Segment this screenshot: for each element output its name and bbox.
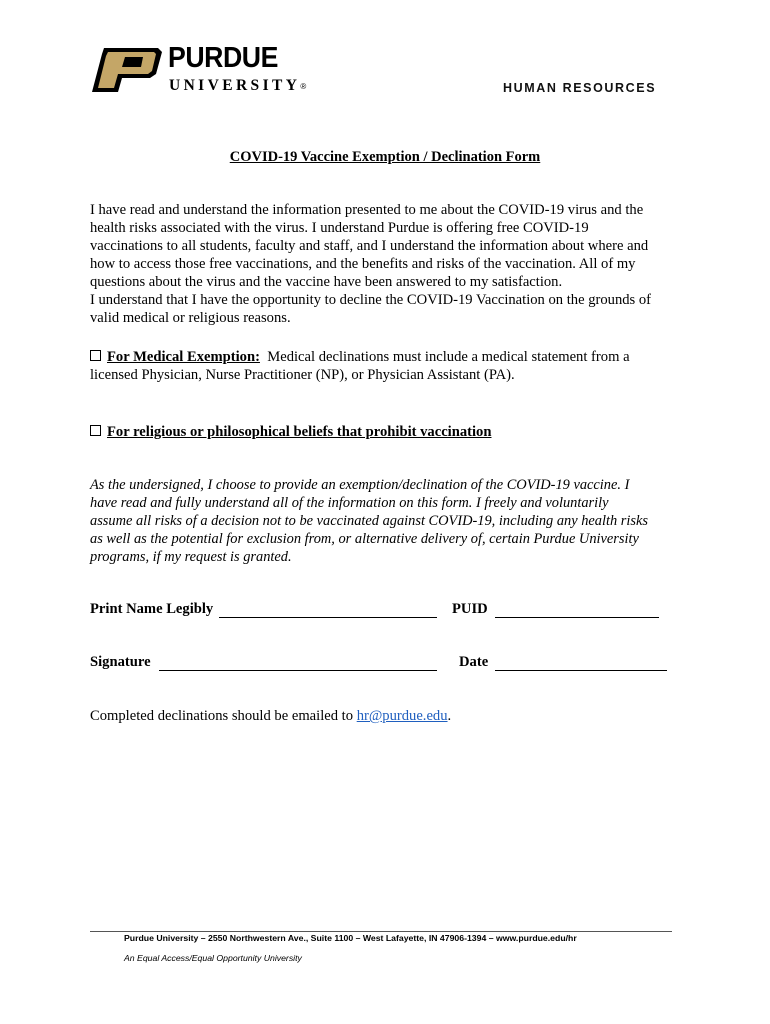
date-label: Date xyxy=(459,654,489,670)
footer-divider xyxy=(90,931,672,932)
hr-email-link[interactable]: hr@purdue.edu xyxy=(356,708,448,724)
statement-line: programs, if my request is granted. xyxy=(90,549,292,565)
submission-note xyxy=(90,708,451,725)
footer-address: Purdue University – 2550 Northwestern Ave., Suite 1100 – West Lafayette, IN 47906-1394 – www.purdue.edu/hr xyxy=(124,933,577,943)
print-name-field[interactable] xyxy=(219,617,437,618)
footer-equal-opportunity: An Equal Access/Equal Opportunity University xyxy=(124,953,302,963)
medical-exemption-option xyxy=(90,348,690,384)
submission-note-text: Completed declinations should be emailed to xyxy=(90,708,357,724)
date-field[interactable] xyxy=(495,670,667,671)
intro-line: vaccinations to all students, faculty and staff, and I understand the information about where and xyxy=(90,238,649,254)
intro-line: how to access those free vaccinations, and the benefits and risks of the vaccination. All of my xyxy=(90,256,636,272)
statement-line: As the undersigned, I choose to provide an exemption/declination of the COVID-19 vaccine. I xyxy=(90,477,630,493)
intro-line: valid medical or religious reasons. xyxy=(90,310,291,326)
submission-note-end: . xyxy=(447,708,452,724)
signature-field[interactable] xyxy=(159,670,437,671)
purdue-logo xyxy=(92,42,307,96)
declination-statement xyxy=(90,476,690,566)
statement-line: assume all risks of a decision not to be vaccinated against COVID-19, including any health risks xyxy=(90,513,648,529)
religious-exemption-option xyxy=(90,423,690,441)
logo-registered-mark: ® xyxy=(300,82,307,91)
statement-line: have read and fully understand all of the information on this form. I freely and voluntarily xyxy=(90,495,609,511)
statement-line: as well as the potential for exclusion from, or alternative delivery of, certain Purdue University xyxy=(90,531,639,547)
medical-exemption-label: For Medical Exemption: xyxy=(107,349,260,365)
form-title: COVID-19 Vaccine Exemption / Declination Form xyxy=(229,149,541,165)
signature-label: Signature xyxy=(90,654,151,670)
print-name-label: Print Name Legibly xyxy=(90,601,214,617)
medical-exemption-text: Medical declinations must include a medical statement from a xyxy=(259,349,630,365)
religious-exemption-checkbox[interactable] xyxy=(90,425,101,436)
intro-line: I understand that I have the opportunity to decline the COVID-19 Vaccination on the grounds of xyxy=(90,292,652,308)
religious-exemption-label: For religious or philosophical beliefs that prohibit vaccination xyxy=(107,424,492,440)
intro-line: I have read and understand the information presented to me about the COVID-19 virus and the xyxy=(90,202,644,218)
medical-exemption-checkbox[interactable] xyxy=(90,350,101,361)
medical-exemption-text-2: licensed Physician, Nurse Practitioner (NP), or Physician Assistant (PA). xyxy=(90,367,515,383)
intro-paragraph xyxy=(90,201,686,327)
logo-wordmark-bottom: UNIVERSITY xyxy=(169,77,301,94)
intro-line: questions about the virus and the vaccine have been answered to my satisfaction. xyxy=(90,274,563,290)
logo-wordmark-top: PURDUE xyxy=(168,42,278,74)
intro-line: health risks associated with the virus. I understand Purdue is offering free COVID-19 xyxy=(90,220,589,236)
puid-label: PUID xyxy=(452,601,488,617)
puid-field[interactable] xyxy=(495,617,659,618)
department-label: HUMAN RESOURCES xyxy=(503,81,657,95)
